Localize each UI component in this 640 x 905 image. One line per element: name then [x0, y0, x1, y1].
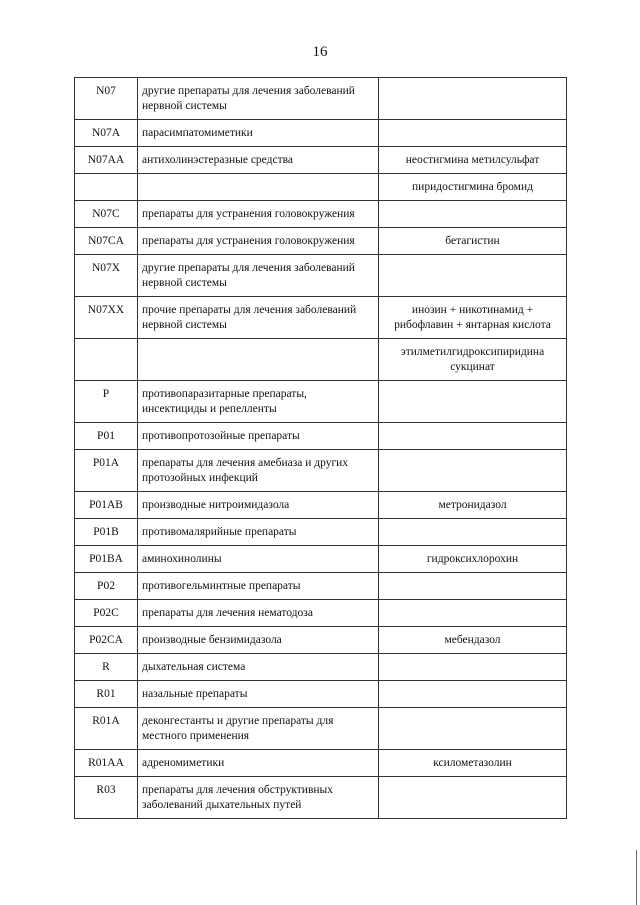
atc-code-cell: N07CA — [75, 228, 138, 255]
atc-code-cell: N07AA — [75, 147, 138, 174]
drug-name-cell: бетагистин — [379, 228, 567, 255]
table-row — [75, 381, 567, 423]
group-name-cell — [138, 339, 379, 381]
drug-name-cell — [379, 78, 567, 120]
group-name-cell: другие препараты для лечения заболеваний нервной системы — [138, 255, 379, 297]
table-row — [75, 120, 567, 147]
page-number: 16 — [312, 44, 328, 60]
table-row — [75, 201, 567, 228]
table-body — [75, 78, 567, 819]
drug-name-cell — [379, 573, 567, 600]
group-name-cell: противогельминтные препараты — [138, 573, 379, 600]
atc-code-cell — [75, 339, 138, 381]
drug-name-cell: метронидазол — [379, 492, 567, 519]
atc-code-cell: P — [75, 381, 138, 423]
table-row — [75, 654, 567, 681]
table-row — [75, 573, 567, 600]
atc-code-cell: P02 — [75, 573, 138, 600]
table-row — [75, 228, 567, 255]
table-row — [75, 708, 567, 750]
group-name-cell: производные бензимидазола — [138, 627, 379, 654]
group-name-cell: аминохинолины — [138, 546, 379, 573]
drug-name-cell: ксилометазолин — [379, 750, 567, 777]
group-name-cell: препараты для устранения головокружения — [138, 228, 379, 255]
drug-name-cell — [379, 120, 567, 147]
atc-code-cell: P01AB — [75, 492, 138, 519]
atc-code-cell: N07XX — [75, 297, 138, 339]
group-name-cell: противопротозойные препараты — [138, 423, 379, 450]
group-name-cell: деконгестанты и другие препараты для местного применения — [138, 708, 379, 750]
drug-name-cell — [379, 201, 567, 228]
drug-name-cell: этилметилгидроксипиридина сукцинат — [379, 339, 567, 381]
table-row — [75, 750, 567, 777]
atc-code-cell: N07X — [75, 255, 138, 297]
drug-name-cell — [379, 654, 567, 681]
table-row — [75, 174, 567, 201]
group-name-cell: другие препараты для лечения заболеваний нервной системы — [138, 78, 379, 120]
atc-code-cell: N07A — [75, 120, 138, 147]
table-row — [75, 147, 567, 174]
drug-name-cell — [379, 255, 567, 297]
drug-name-cell — [379, 600, 567, 627]
group-name-cell: производные нитроимидазола — [138, 492, 379, 519]
drug-name-cell — [379, 450, 567, 492]
drug-name-cell: неостигмина метилсульфат — [379, 147, 567, 174]
drug-classification-table — [74, 77, 567, 819]
table-row — [75, 492, 567, 519]
atc-code-cell: P01BA — [75, 546, 138, 573]
drug-name-cell — [379, 423, 567, 450]
atc-code-cell: R01 — [75, 681, 138, 708]
drug-name-cell: мебендазол — [379, 627, 567, 654]
drug-name-cell: инозин + никотинамид + рибофлавин + янтарная кислота — [379, 297, 567, 339]
drug-name-cell — [379, 777, 567, 819]
group-name-cell: антихолинэстеразные средства — [138, 147, 379, 174]
atc-code-cell: R03 — [75, 777, 138, 819]
table-row — [75, 450, 567, 492]
drug-name-cell — [379, 519, 567, 546]
atc-code-cell — [75, 174, 138, 201]
table-row — [75, 627, 567, 654]
atc-code-cell: R — [75, 654, 138, 681]
table-row — [75, 519, 567, 546]
atc-code-cell: P01 — [75, 423, 138, 450]
table-row — [75, 339, 567, 381]
group-name-cell: назальные препараты — [138, 681, 379, 708]
atc-code-cell: N07 — [75, 78, 138, 120]
group-name-cell: противопаразитарные препараты, инсектициды и репелленты — [138, 381, 379, 423]
table-row — [75, 546, 567, 573]
atc-code-cell: P02C — [75, 600, 138, 627]
group-name-cell: прочие препараты для лечения заболеваний нервной системы — [138, 297, 379, 339]
atc-code-cell: P01B — [75, 519, 138, 546]
table-row — [75, 423, 567, 450]
table-row — [75, 78, 567, 120]
group-name-cell: препараты для устранения головокружения — [138, 201, 379, 228]
drug-name-cell — [379, 708, 567, 750]
drug-name-cell — [379, 681, 567, 708]
table-row — [75, 255, 567, 297]
drug-name-cell: пиридостигмина бромид — [379, 174, 567, 201]
group-name-cell: препараты для лечения амебиаза и других протозойных инфекций — [138, 450, 379, 492]
group-name-cell: парасимпатомиметики — [138, 120, 379, 147]
group-name-cell: противомалярийные препараты — [138, 519, 379, 546]
atc-code-cell: R01AA — [75, 750, 138, 777]
table-row — [75, 297, 567, 339]
atc-code-cell: P02CA — [75, 627, 138, 654]
atc-code-cell: R01A — [75, 708, 138, 750]
group-name-cell: препараты для лечения нематодоза — [138, 600, 379, 627]
drug-name-cell — [379, 381, 567, 423]
table-row — [75, 777, 567, 819]
scan-edge-line — [636, 850, 637, 905]
table-row — [75, 681, 567, 708]
atc-code-cell: N07C — [75, 201, 138, 228]
drug-name-cell: гидроксихлорохин — [379, 546, 567, 573]
group-name-cell: дыхательная система — [138, 654, 379, 681]
group-name-cell: адреномиметики — [138, 750, 379, 777]
group-name-cell: препараты для лечения обструктивных заболеваний дыхательных путей — [138, 777, 379, 819]
table-row — [75, 600, 567, 627]
group-name-cell — [138, 174, 379, 201]
atc-code-cell: P01A — [75, 450, 138, 492]
